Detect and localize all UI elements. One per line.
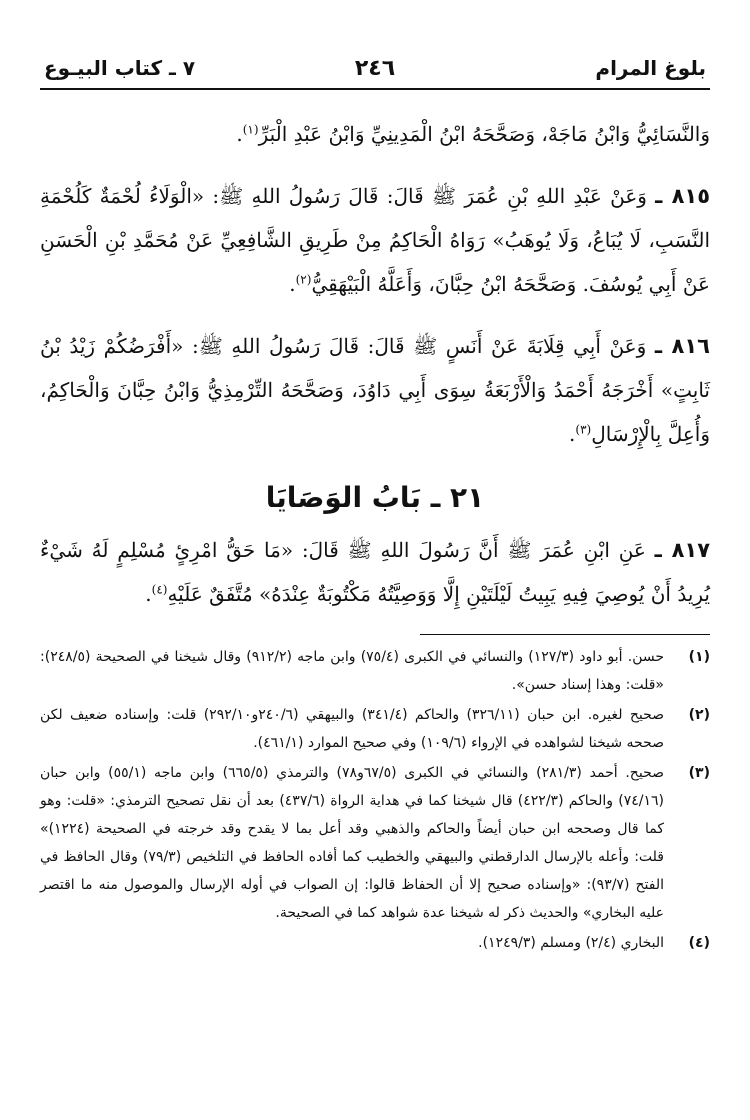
hadith-text: عَنِ ابْنِ عُمَرَ ﷺ أَنَّ رَسُولَ اللهِ ﷺ قَالَ: «مَا حَقُّ امْرِئٍ مُسْلِمٍ لَهُ شَيْءٌ يُرِيدُ أَنْ يُوصِيَ فِيهِ يَبِيتُ لَيْلَتَيْنِ إِلَّا وَوَصِيَّتُهُ مَكْتُوبَةٌ عِنْدَهُ» مُتَّفَقٌ عَلَيْهِ	[40, 538, 710, 606]
footnote-marker: (٤)	[688, 935, 710, 951]
footnote-text: حسن. أبو داود (١٢٧/٣) والنسائي في الكبرى (٧٥/٤) وابن ماجه (٩١٢/٢) وقال شيخنا في الصحيحة (٢٤٨/٥): «قلت: وهذا إسناد حسن».	[40, 649, 664, 693]
footnote-ref-4[interactable]: (٤)	[151, 582, 168, 597]
continuation-text: وَالنَّسَائِيُّ وَابْنُ مَاجَهْ، وَصَحَّحَهُ ابْنُ الْمَدِينِيِّ وَابْنُ عَبْدِ الْبَرِّ	[258, 122, 710, 146]
hadith-number: ٨١٦ ـ	[654, 334, 710, 358]
footnote-marker: (٢)	[688, 707, 710, 723]
hadith-text: وَعَنْ أَبِي قِلَابَةَ عَنْ أَنَسٍ ﷺ قَالَ: قَالَ رَسُولُ اللهِ ﷺ: «أَفْرَضُكُمْ زَيْدُ بْنُ ثَابِتٍ» أَخْرَجَهُ أَحْمَدُ وَالْأَرْبَعَةُ سِوَى أَبِي دَاوُدَ، وَصَحَّحَهُ التِّرْمِذِيُّ وَابْنُ حِبَّانَ وَالْحَاكِمُ، وَأُعِلَّ بِالْإِرْسَالِ	[40, 334, 710, 446]
footnote-2	[40, 701, 710, 757]
footnote-1	[40, 643, 710, 699]
hadith-number: ٨١٧ ـ	[654, 538, 711, 562]
book-page	[40, 52, 710, 1090]
footnote-separator	[420, 634, 710, 635]
footnote-ref-2[interactable]: (٢)	[295, 272, 312, 287]
footnotes	[40, 643, 710, 957]
hadith-end: .	[145, 582, 152, 606]
footnote-3	[40, 759, 710, 927]
hadith-816	[40, 324, 710, 456]
continuation-paragraph	[40, 112, 710, 156]
hadith-text: وَعَنْ عَبْدِ اللهِ بْنِ عُمَرَ ﷺ قَالَ: قَالَ رَسُولُ اللهِ ﷺ: «الْوَلَاءُ لُحْمَةٌ كَلُحْمَةِ النَّسَبِ، لَا يُبَاعُ، وَلَا يُوهَبُ» رَوَاهُ الْحَاكِمُ مِنْ طَرِيقِ الشَّافِعِيِّ عَنْ مُحَمَّدِ بْنِ الْحَسَنِ عَنْ أَبِي يُوسُفَ. وَصَحَّحَهُ ابْنُ حِبَّانَ، وَأَعَلَّهُ الْبَيْهَقِيُّ	[40, 184, 710, 296]
chapter-title: ٧ ـ كتاب البيـوع	[44, 56, 196, 80]
book-title: بلوغ المرام	[595, 56, 706, 80]
footnote-text: البخاري (٢/٤) ومسلم (١٢٤٩/٣).	[478, 935, 664, 951]
continuation-end: .	[236, 122, 243, 146]
footnote-text: صحيح لغيره. ابن حبان (٣٢٦/١١) والحاكم (٣٤١/٤) والبيهقي (٢٤٠/٦و٢٩٢/١٠) قلت: وإسناده ضعيف لكن صححه شيخنا لشواهده في الإرواء (١٠٩/٦) وفي صحيح الموارد (٤٦١/١).	[40, 707, 665, 751]
main-text	[40, 112, 710, 616]
footnote-4	[40, 929, 710, 957]
footnote-marker: (٣)	[688, 765, 710, 781]
footnote-ref-3[interactable]: (٣)	[575, 422, 592, 437]
page-number: ٢٤٦	[354, 56, 396, 81]
footnote-text: صحيح. أحمد (٢٨١/٣) والنسائي في الكبرى (٦٧/٥و٧٨) والترمذي (٦٦٥/٥) وابن ماجه (٥٥/١) وابن حبان (٧٤/١٦) والحاكم (٤٢٢/٣) قال شيخنا كما في هداية الرواة (٤٣٧/٦) بعد أن نقل تصحيح الترمذي: «قلت: وهو كما قال وصححه ابن حبان أيضاً والحاكم والذهبي وقد أعل بما لا يقدح وقد خرجته في الصحيحة (١٢٢٤)» قلت: وأعله بالإرسال الدارقطني والبيهقي والخطيب كما أفاده الحافظ في التلخيص (٧٩/٣) وقال الحافظ في الفتح (٩٣/٧): «وإسناده صحيح إلا أن الحفاظ قالوا: إن الصواب في أوله الإرسال والموصول منه ما اقتصر عليه البخاري» والحديث ذكر له شيخنا عدة شواهد كما في الصحيحة.	[40, 765, 664, 921]
footnote-marker: (١)	[688, 649, 710, 665]
hadith-817	[40, 528, 710, 616]
hadith-number: ٨١٥ ـ	[655, 184, 711, 208]
running-header	[40, 52, 710, 90]
hadith-815	[40, 174, 710, 306]
chapter-heading: ٢١ ـ بَابُ الوَصَايَا	[265, 481, 485, 514]
hadith-end: .	[569, 422, 576, 446]
footnote-ref-1[interactable]: (١)	[242, 122, 259, 137]
hadith-end: .	[289, 272, 296, 296]
